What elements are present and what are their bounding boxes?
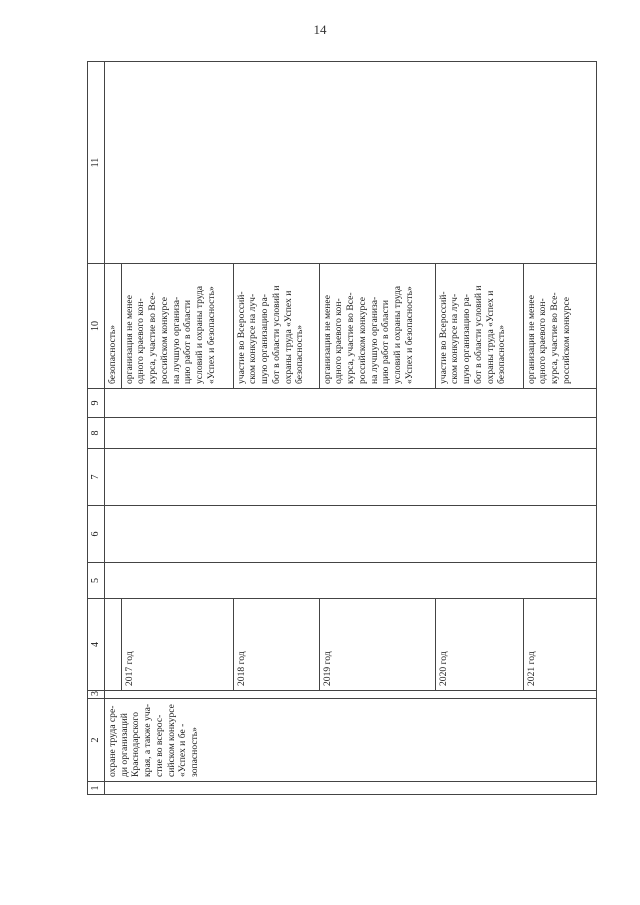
cell-col1 (105, 782, 597, 795)
cell-description: охране труда сре- ди организаций Краснодарского края, а также уча- стие во всерос- сийском конкурсе «Успех и бе - зопасность» (105, 699, 597, 782)
col-header: 2 (88, 699, 105, 782)
cell-col7 (105, 449, 597, 506)
cell-year: 2019 год (319, 599, 435, 691)
page-number: 14 (313, 22, 327, 37)
cell-col5 (105, 563, 597, 599)
col-header: 10 (88, 264, 105, 389)
rotated-table (87, 62, 597, 795)
cell-result: организация не менее одного краевого кон- курса, участие во Все- российском конкурсе (523, 264, 596, 389)
header-row (88, 62, 105, 795)
col-header: 5 (88, 563, 105, 599)
cell-year: 2017 год (121, 599, 233, 691)
cell-year (105, 599, 122, 691)
rotated-table-frame (87, 62, 597, 795)
cell-col9 (105, 389, 597, 418)
cell-col8 (105, 418, 597, 449)
cell-year: 2018 год (233, 599, 319, 691)
cell-col3 (105, 691, 597, 699)
col-header: 6 (88, 506, 105, 563)
cell-result: организация не менее одного краевого кон- курса, участие во Все- российском конкурсе на лучшую организа- цию работ в области условий и охраны труда «Успех и безопасность» (319, 264, 435, 389)
col-header: 9 (88, 389, 105, 418)
col-header: 1 (88, 782, 105, 795)
cell-year: 2020 год (435, 599, 523, 691)
data-table (87, 61, 597, 795)
col-header: 8 (88, 418, 105, 449)
cell-col6 (105, 506, 597, 563)
col-header: 4 (88, 599, 105, 691)
col-header: 11 (88, 62, 105, 264)
cell-result: организация не менее одного краевого кон- курса, участие во Все- российском конкурсе на лучшую организа- цию работ в области условий и охраны труда «Успех и безопасность» (121, 264, 233, 389)
cell-result: участие во Всероссий- ском конкурсе на луч- шую организацию ра- бот в области условий и охраны труда «Успех и безопасность» (435, 264, 523, 389)
col-header: 7 (88, 449, 105, 506)
cell-col11 (105, 62, 597, 264)
table-row (105, 62, 122, 795)
cell-result: участие во Всероссий- ском конкурсе на луч- шую организацию ра- бот в области условий и охраны труда «Успех и безопасность» (233, 264, 319, 389)
cell-year: 2021 год (523, 599, 596, 691)
cell-result: безопасность» (105, 264, 122, 389)
col-header: 3 (88, 691, 105, 699)
